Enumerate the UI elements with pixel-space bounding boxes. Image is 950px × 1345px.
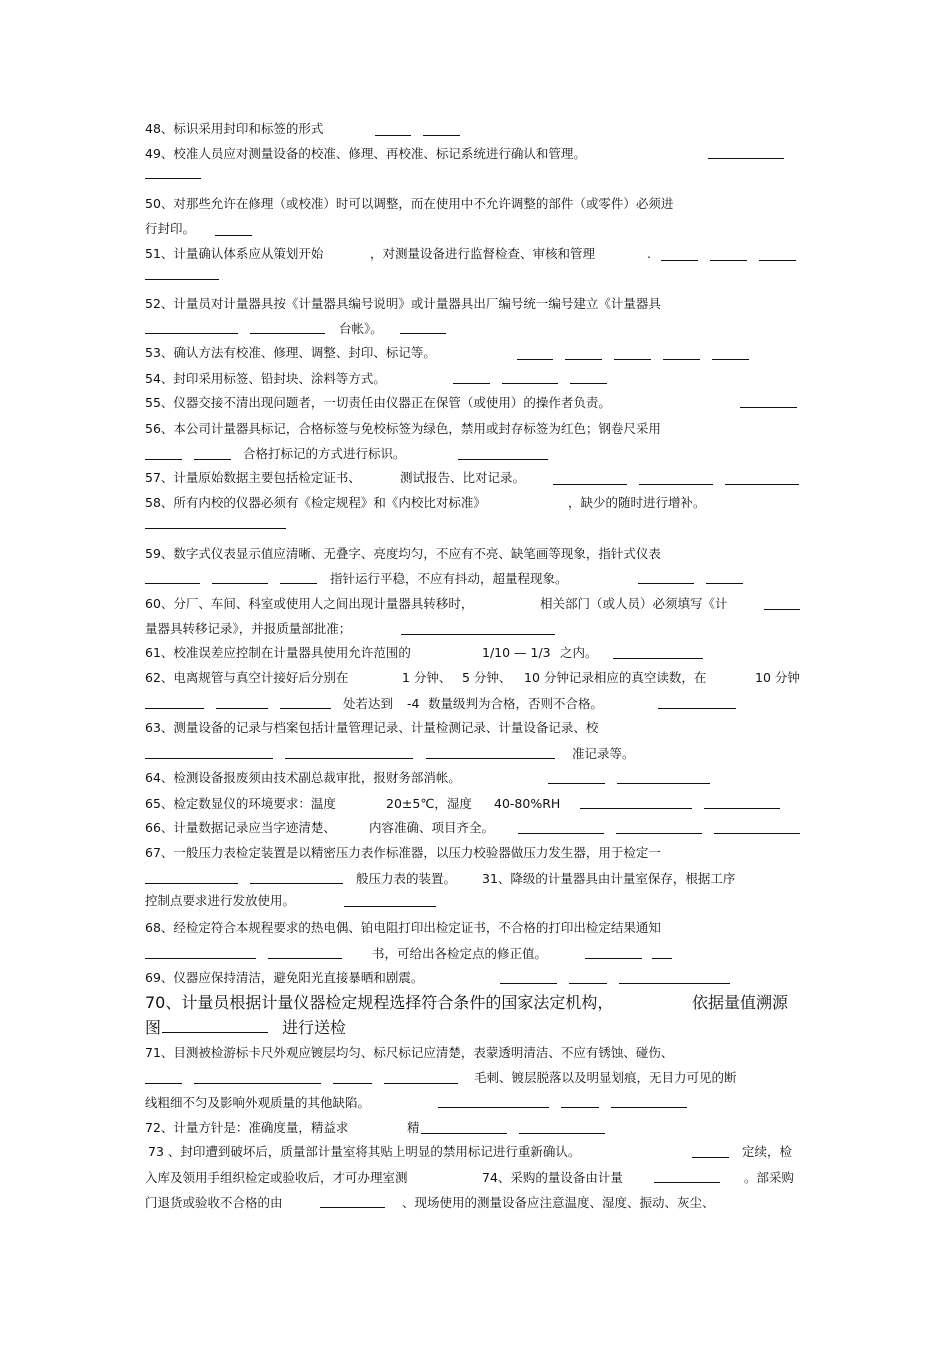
- question-67-line2: 般压力表的装置。: [356, 871, 457, 886]
- answer-blank: [617, 783, 710, 784]
- question-52-line1: 52、计量员对计量器具按《计量器具编号说明》或计量器具出厂编号统一编号建立《计量器具: [145, 296, 661, 311]
- answer-blank: [548, 783, 605, 784]
- question-60-part1: 60、分厂、车间、科室或使用人之间出现计量器具转移时，: [145, 596, 474, 611]
- question-55: 55、仪器交接不清出现问题者，一切责任由仪器正在保管（或使用）的操作者负责。: [145, 395, 611, 410]
- answer-blank: [421, 1133, 507, 1134]
- answer-blank: [553, 484, 627, 485]
- question-74-line2: 门退货或验收不合格的由: [145, 1195, 283, 1210]
- answer-blank: [401, 634, 555, 635]
- answer-blank: [519, 1133, 605, 1134]
- question-56-line1: 56、本公司计量器具标记，合格标签与免校标签为绿色，禁用或封存标签为红色；钢卷尺采用: [145, 421, 661, 436]
- answer-blank: [145, 758, 273, 759]
- answer-blank: [517, 359, 553, 360]
- question-51-part1: 51、计量确认体系应从策划开始: [145, 246, 324, 261]
- question-72-part1: 72、计量方针是：准确度量，精益求: [145, 1120, 349, 1135]
- answer-blank: [638, 583, 694, 584]
- answer-blank: [652, 958, 672, 959]
- answer-blank: [423, 135, 460, 136]
- answer-blank: [706, 583, 743, 584]
- answer-blank: [145, 958, 256, 959]
- question-71-line2: 毛刺、镀层脱落以及明显划痕，无目力可见的断: [474, 1070, 737, 1085]
- question-62-part3: 处若达到: [343, 696, 394, 711]
- answer-blank: [333, 1083, 372, 1084]
- answer-blank: [280, 708, 331, 709]
- question-68-line2: 书，可给出各检定点的修正值。: [372, 946, 548, 961]
- answer-blank: [250, 333, 325, 334]
- answer-blank: [614, 359, 651, 360]
- answer-blank: [502, 383, 558, 384]
- answer-blank: [714, 833, 800, 834]
- answer-blank: [708, 158, 784, 159]
- question-71-line3: 线粗细不匀及影响外观质量的其他缺陷。: [145, 1095, 371, 1110]
- answer-blank: [215, 235, 252, 236]
- question-66-part2: 内容准确、项目齐全。: [369, 820, 495, 835]
- question-71-line1: 71、目测被检游标卡尺外观应镀层均匀、标尺标记应清楚，表蒙透明清洁、不应有锈蚀、碰伤、: [145, 1045, 674, 1060]
- question-51-part2: ，对测量设备进行监督检查、审核和管理: [370, 246, 596, 261]
- answer-blank: [654, 1182, 720, 1183]
- question-72-part2: 精: [407, 1120, 420, 1135]
- question-62-exponent: -4: [407, 696, 420, 711]
- answer-blank: [725, 484, 799, 485]
- answer-blank: [500, 983, 557, 984]
- answer-blank: [704, 808, 780, 809]
- answer-blank: [692, 1157, 729, 1158]
- question-49: 49、校准人员应对测量设备的校准、修理、再校准、标记系统进行确认和管理。: [145, 146, 586, 161]
- answer-blank: [145, 279, 219, 280]
- question-62-part4: 数量级判为合格，否则不合格。: [428, 696, 604, 711]
- question-31-line2: 控制点要求进行发放使用。: [145, 893, 296, 908]
- question-63-line2: 准记录等。: [572, 746, 635, 761]
- answer-blank: [759, 260, 796, 261]
- answer-blank: [580, 808, 692, 809]
- answer-blank: [145, 459, 182, 460]
- question-59-line2: 指针运行平稳，不应有抖动，超量程现象。: [330, 571, 568, 586]
- answer-blank: [268, 958, 342, 959]
- answer-blank: [145, 528, 286, 529]
- answer-blank: [458, 459, 548, 460]
- question-51-part3: .: [647, 246, 651, 261]
- answer-blank: [145, 1083, 182, 1084]
- question-60-part2: 相关部门（或人员）必须填写《计: [540, 596, 728, 611]
- question-73-line1: 73 、封印遭到破坏后，质量部计量室将其贴上明显的禁用标记进行重新确认。: [148, 1144, 581, 1159]
- answer-blank: [426, 758, 555, 759]
- answer-blank: [518, 833, 604, 834]
- question-73-line2: 入库及领用手组织检定或验收后，才可办理室测: [145, 1170, 408, 1185]
- question-73-part2: 定续，检: [742, 1144, 793, 1159]
- answer-blank: [250, 883, 343, 884]
- answer-blank: [561, 1107, 599, 1108]
- answer-blank: [145, 708, 204, 709]
- question-70-part4: 进行送检: [282, 1018, 347, 1037]
- question-50-line1: 50、对那些允许在修理（或校准）时可以调整，而在使用中不允许调整的部件（或零件）必须进: [145, 196, 674, 211]
- question-61-part3: 之内。: [560, 645, 598, 660]
- answer-blank: [764, 609, 800, 610]
- answer-blank: [400, 333, 446, 334]
- answer-blank: [639, 484, 713, 485]
- answer-blank: [438, 1107, 549, 1108]
- question-57-part1: 57、计量原始数据主要包括检定证书、: [145, 470, 361, 485]
- answer-blank: [285, 758, 413, 759]
- answer-blank: [740, 407, 797, 408]
- question-62-10min: 10 分钟: [755, 670, 800, 685]
- answer-blank: [712, 359, 749, 360]
- question-69: 69、仪器应保持清洁，避免阳光直接暴晒和剧震。: [145, 970, 424, 985]
- answer-blank: [663, 359, 700, 360]
- question-59-line1: 59、数字式仪表显示值应清晰、无叠字、亮度均匀，不应有不亮、缺笔画等现象，指针式仪表: [145, 546, 661, 561]
- question-54: 54、封印采用标签、铅封块、涂料等方式。: [145, 371, 386, 386]
- answer-blank: [658, 708, 736, 709]
- question-68-line1: 68、经检定符合本规程要求的热电偶、铂电阻打印出检定证书，不合格的打印出检定结果通知: [145, 920, 661, 935]
- answer-blank: [585, 958, 642, 959]
- question-56-line2: 合格打标记的方式进行标识。: [243, 446, 406, 461]
- question-63-line1: 63、测量设备的记录与档案包括计量管理记录、计量检测记录、计量设备记录、校: [145, 720, 599, 735]
- answer-blank: [212, 583, 268, 584]
- question-52-line2: 台帐》。: [339, 321, 383, 336]
- answer-blank: [145, 883, 238, 884]
- question-58-part2: ，缺少的随时进行增补。: [568, 495, 706, 510]
- answer-blank: [710, 260, 747, 261]
- answer-blank: [661, 260, 698, 261]
- question-70-part2: 依据量值溯源: [692, 993, 789, 1012]
- answer-blank: [611, 1107, 687, 1108]
- answer-blank: [320, 1207, 385, 1208]
- answer-blank: [145, 583, 200, 584]
- question-74-line2-part2: 、现场使用的测量设备应注意温度、湿度、振动、灰尘、: [402, 1195, 715, 1210]
- question-53: 53、确认方法有校准、修理、调整、封印、标记等。: [145, 345, 436, 360]
- question-61-ratio: 1/10 — 1/3: [482, 645, 551, 660]
- answer-blank: [162, 1032, 268, 1033]
- question-62-5min: 5 分钟、: [462, 670, 512, 685]
- question-62-1min: 1 分钟、: [402, 670, 452, 685]
- answer-blank: [194, 1083, 321, 1084]
- answer-blank: [384, 1083, 458, 1084]
- answer-blank: [344, 906, 436, 907]
- answer-blank: [145, 178, 201, 179]
- answer-blank: [613, 658, 703, 659]
- answer-blank: [569, 983, 607, 984]
- answer-blank: [570, 383, 607, 384]
- question-65-humidity: 40-80%RH: [494, 796, 561, 811]
- question-61-part1: 61、校准误差应控制在计量器具使用允许范围的: [145, 645, 411, 660]
- answer-blank: [619, 983, 730, 984]
- question-62-part2: 10 分钟记录相应的真空读数，在: [524, 670, 707, 685]
- question-62-part1: 62、电离规管与真空计接好后分别在: [145, 670, 349, 685]
- question-58-part1: 58、所有内校的仪器必须有《检定规程》和《内校比对标准》: [145, 495, 486, 510]
- question-48: 48、标识采用封印和标签的形式: [145, 121, 324, 136]
- answer-blank: [280, 583, 317, 584]
- question-66-part1: 66、计量数据记录应当字迹清楚、: [145, 820, 336, 835]
- answer-blank: [565, 359, 602, 360]
- question-74-part1: 74、采购的量设备由计量: [482, 1170, 623, 1185]
- question-31-line1: 31、降级的计量器具由计量室保存，根据工序: [482, 871, 736, 886]
- question-67-line1: 67、一般压力表检定装置是以精密压力表作标准器，以压力校验器做压力发生器，用于检定一: [145, 845, 661, 860]
- question-65-temperature: 20±5℃，湿度: [386, 796, 472, 811]
- answer-blank: [145, 333, 238, 334]
- question-65-part1: 65、检定数显仪的环境要求：温度: [145, 796, 336, 811]
- question-64: 64、检测设备报废须由技术副总裁审批，报财务部消帐。: [145, 770, 461, 785]
- question-60-line2: 量器具转移记录》，并报质量部批准；: [145, 621, 352, 636]
- answer-blank: [194, 459, 231, 460]
- question-50-line2: 行封印。: [145, 221, 196, 236]
- question-70-part1: 70、计量员根据计量仪器检定规程选择符合条件的国家法定机构，: [145, 993, 614, 1012]
- answer-blank: [216, 708, 268, 709]
- question-57-part2: 测试报告、比对记录。: [400, 470, 526, 485]
- answer-blank: [375, 135, 411, 136]
- question-74-part2: 。部采购: [744, 1170, 795, 1185]
- answer-blank: [453, 383, 490, 384]
- question-70-part3: 图: [145, 1018, 162, 1037]
- answer-blank: [616, 833, 702, 834]
